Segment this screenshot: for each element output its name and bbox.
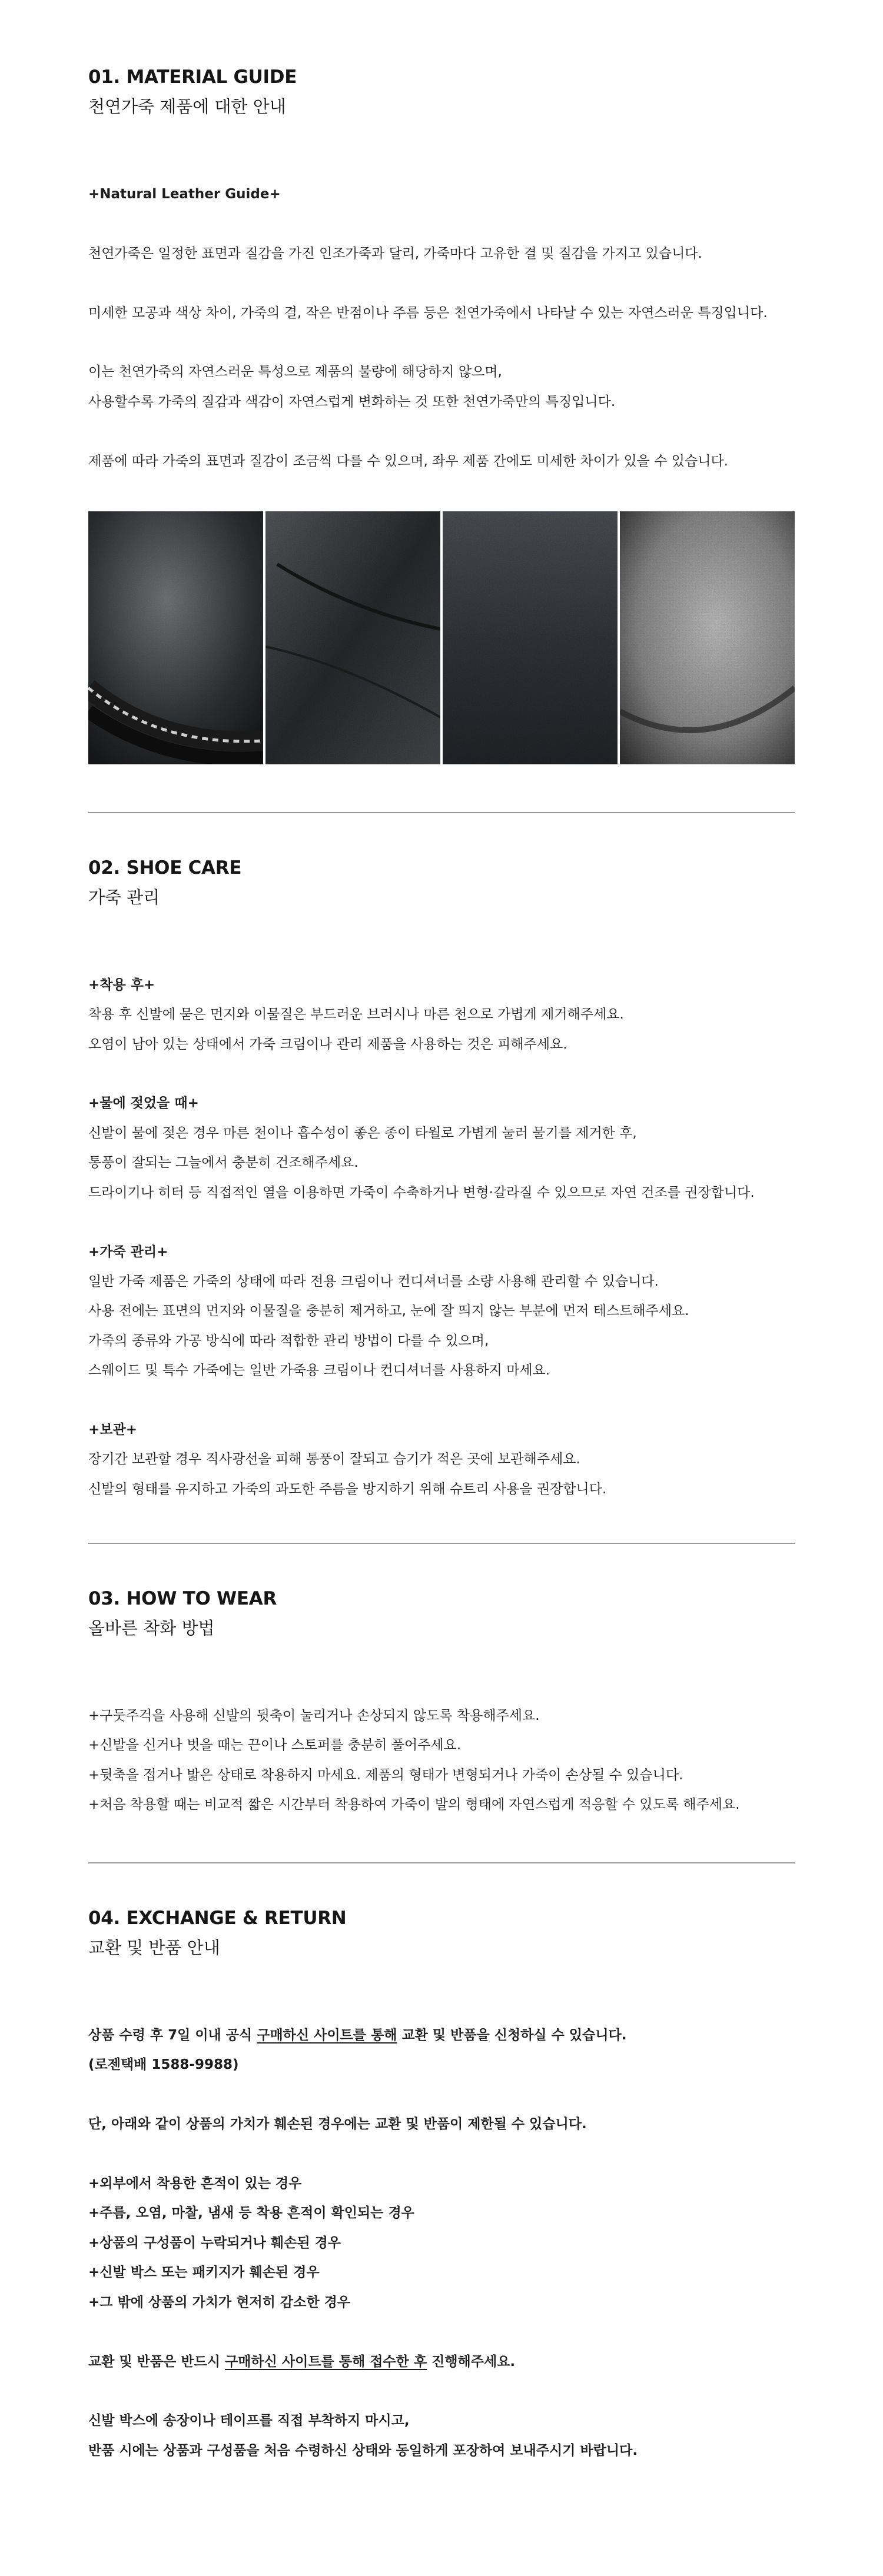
guide-paragraph: 사용할수록 가죽의 질감과 색감이 자연스럽게 변화하는 것 또한 천연가죽만의 특징입니다. — [88, 394, 616, 410]
section-divider — [88, 1862, 795, 1863]
exchange-return-subtitle: 교환 및 반품 안내 — [88, 1938, 220, 1958]
wear-tip: +뒷축을 접거나 밟은 상태로 착용하지 마세요. 제품의 형태가 변형되거나 가죽이 손상될 수 있습니다. — [88, 1768, 683, 1783]
leather-photo-stitched-toe — [88, 511, 263, 764]
guide-paragraph: 미세한 모공과 색상 차이, 가죽의 결, 작은 반점이나 주름 등은 천연가죽에서 나타날 수 있는 자연스러운 특징입니다. — [88, 305, 768, 321]
after-wear-heading: +착용 후+ — [88, 977, 155, 993]
exchange-intro-text: 교환 및 반품을 신청하실 수 있습니다. — [397, 2028, 627, 2043]
purchase-site-emphasis: 구매하신 사이트를 통해 — [257, 2028, 397, 2043]
leather-texture-photos — [88, 511, 795, 764]
storage-heading: +보관+ — [88, 1422, 137, 1437]
leather-photo-smooth-dark — [443, 511, 618, 764]
maintenance-line: 일반 가죽 제품은 가죽의 상태에 따라 전용 크림이나 컨디셔너를 소량 사용해 관리할 수 있습니다. — [88, 1274, 659, 1289]
restriction-case: +그 밖에 상품의 가치가 현저히 감소한 경우 — [88, 2295, 351, 2310]
maintenance-line: 가죽의 종류와 가공 방식에 따라 적합한 관리 방법이 다를 수 있으며, — [88, 1333, 489, 1349]
storage-line: 장기간 보관할 경우 직사광선을 피해 통풍이 잘되고 습기가 적은 곳에 보관해주세요. — [88, 1452, 580, 1467]
guide-paragraph: 제품에 따라 가죽의 표면과 질감이 조금씩 다를 수 있으며, 좌우 제품 간에도 미세한 차이가 있을 수 있습니다. — [88, 454, 728, 469]
maintenance-line: 사용 전에는 표면의 먼지와 이물질을 충분히 제거하고, 눈에 잘 띄지 않는 부분에 먼저 테스트해주세요. — [88, 1303, 689, 1319]
wear-tip: +구둣주걱을 사용해 신발의 뒷축이 눌리거나 손상되지 않도록 착용해주세요. — [88, 1708, 540, 1723]
courier-info: (로젠택배 1588-9988) — [88, 2057, 239, 2072]
return-procedure-text: 진행해주세요. — [427, 2354, 516, 2369]
restriction-case: +외부에서 착용한 흔적이 있는 경우 — [88, 2176, 302, 2191]
packing-instruction: 신발 박스에 송장이나 테이프를 직접 부착하지 마시고, — [88, 2413, 410, 2428]
return-procedure-text: 교환 및 반품은 반드시 — [88, 2354, 225, 2369]
guide-paragraph: 천연가죽은 일정한 표면과 질감을 가진 인조가죽과 달리, 가죽마다 고유한 결 및 질감을 가지고 있습니다. — [88, 246, 702, 261]
maintenance-line: 스웨이드 및 특수 가죽에는 일반 가죽용 크림이나 컨디셔너를 사용하지 마세요. — [88, 1363, 550, 1378]
after-wear-line: 착용 후 신발에 묻은 먼지와 이물질은 부드러운 브러시나 마른 천으로 가볍게 제거해주세요. — [88, 1007, 624, 1022]
leather-photo-pebbled-silver — [620, 511, 795, 764]
restriction-notice: 단, 아래와 같이 상품의 가치가 훼손된 경우에는 교환 및 반품이 제한될 수 있습니다. — [88, 2116, 587, 2132]
restriction-case: +상품의 구성품이 누락되거나 훼손된 경우 — [88, 2235, 341, 2251]
natural-leather-heading: +Natural Leather Guide+ — [88, 187, 281, 202]
wet-line: 통풍이 잘되는 그늘에서 충분히 건조해주세요. — [88, 1155, 358, 1170]
exchange-intro-text: 상품 수령 후 7일 이내 공식 — [88, 2028, 257, 2043]
section-divider — [88, 812, 795, 813]
exchange-return-title: 04. EXCHANGE & RETURN — [88, 1908, 347, 1929]
exchange-intro — [88, 2025, 627, 2045]
how-to-wear-title: 03. HOW TO WEAR — [88, 1588, 277, 1609]
wet-heading: +물에 젖었을 때+ — [88, 1096, 199, 1111]
section-divider — [88, 1543, 795, 1544]
storage-line: 신발의 형태를 유지하고 가죽의 과도한 주름을 방지하기 위해 슈트리 사용을 권장합니다. — [88, 1482, 607, 1497]
wet-line: 드라이기나 히터 등 직접적인 열을 이용하면 가죽이 수축하거나 변형·갈라질 수 있으므로 자연 건조를 권장합니다. — [88, 1185, 755, 1200]
restriction-case: +신발 박스 또는 패키지가 훼손된 경우 — [88, 2265, 320, 2280]
guide-paragraph: 이는 천연가죽의 자연스러운 특성으로 제품의 불량에 해당하지 않으며, — [88, 364, 502, 380]
material-guide-title: 01. MATERIAL GUIDE — [88, 66, 297, 88]
maintenance-heading: +가죽 관리+ — [88, 1244, 168, 1260]
packing-instruction: 반품 시에는 상품과 구성품을 처음 수령하신 상태와 동일하게 포장하여 보내주시기 바랍니다. — [88, 2443, 638, 2458]
wear-tip: +신발을 신거나 벗을 때는 끈이나 스토퍼를 충분히 풀어주세요. — [88, 1738, 462, 1753]
how-to-wear-subtitle: 올바른 착화 방법 — [88, 1618, 215, 1638]
purchase-site-emphasis: 구매하신 사이트를 통해 접수한 후 — [225, 2354, 427, 2369]
shoe-care-subtitle: 가죽 관리 — [88, 887, 160, 907]
material-guide-subtitle: 천연가죽 제품에 대한 안내 — [88, 96, 286, 117]
return-procedure — [88, 2352, 515, 2372]
wet-line: 신발이 물에 젖은 경우 마른 천이나 흡수성이 좋은 종이 타월로 가볍게 눌러 물기를 제거한 후, — [88, 1126, 637, 1141]
restriction-case: +주름, 오염, 마찰, 냄새 등 착용 흔적이 확인되는 경우 — [88, 2205, 414, 2221]
after-wear-line: 오염이 남아 있는 상태에서 가죽 크림이나 관리 제품을 사용하는 것은 피해주세요. — [88, 1037, 567, 1052]
wear-tip: +처음 착용할 때는 비교적 짧은 시간부터 착용하여 가죽이 발의 형태에 자연스럽게 적응할 수 있도록 해주세요. — [88, 1797, 740, 1812]
leather-photo-creased-black — [265, 511, 440, 764]
shoe-care-title: 02. SHOE CARE — [88, 857, 242, 878]
